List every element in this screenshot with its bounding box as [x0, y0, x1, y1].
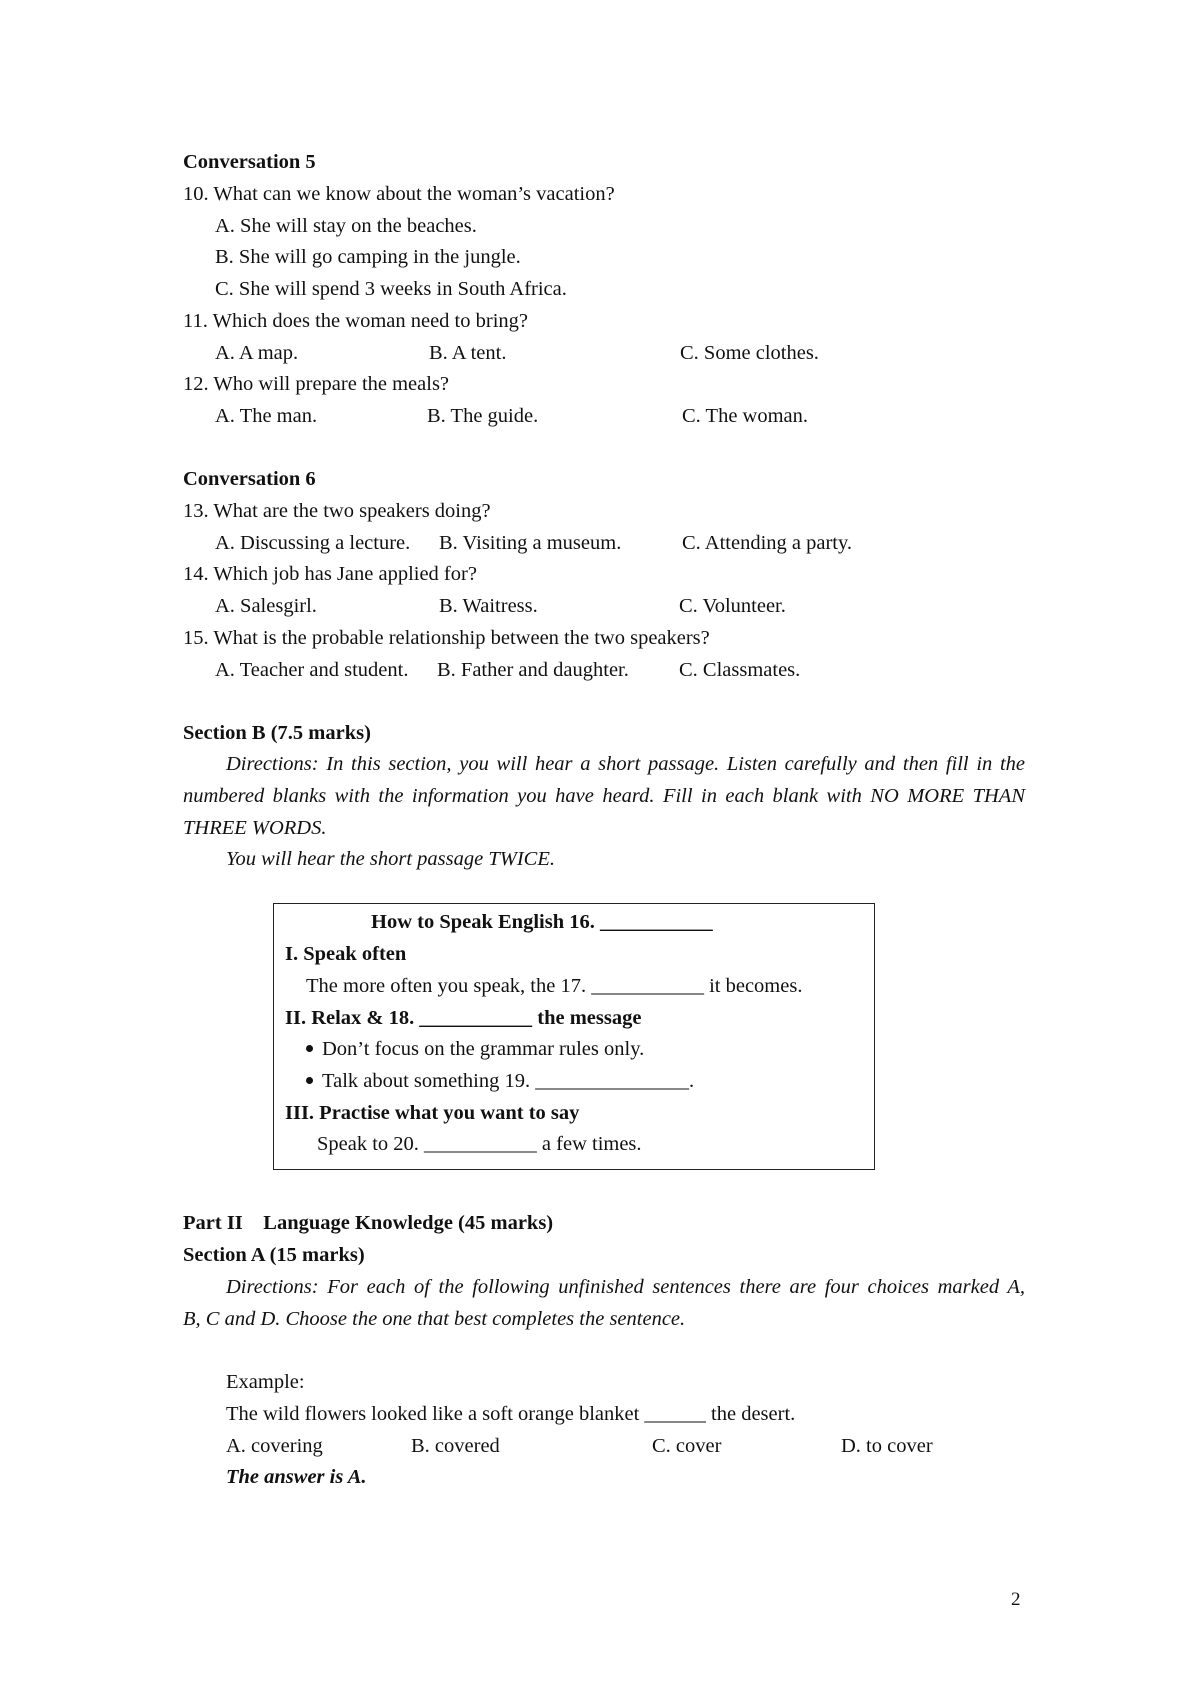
section-b-heading: Section B (7.5 marks)	[183, 722, 371, 744]
question-10-option-a: A. She will stay on the beaches.	[215, 215, 477, 237]
example-option-a: A. covering	[226, 1435, 323, 1457]
note-box-line-20: Speak to 20. ___________ a few times.	[317, 1133, 642, 1155]
question-10-option-c: C. She will spend 3 weeks in South Africa.	[215, 278, 567, 300]
note-box-heading-1: I. Speak often	[285, 943, 407, 965]
conversation-6-heading: Conversation 6	[183, 468, 316, 490]
section-a-directions-line-1: Directions: For each of the following unfinished sentences there are four choices marked A,	[226, 1276, 1025, 1298]
question-14-option-b: B. Waitress.	[439, 595, 538, 617]
question-15-option-c: C. Classmates.	[679, 659, 801, 681]
conversation-5-heading: Conversation 5	[183, 151, 316, 173]
question-11-stem: 11. Which does the woman need to bring?	[183, 310, 528, 332]
section-b-directions-line-4: You will hear the short passage TWICE.	[226, 848, 555, 870]
question-12-option-a: A. The man.	[215, 405, 318, 427]
section-a-directions-line-2: B, C and D. Choose the one that best completes the sentence.	[183, 1308, 686, 1330]
example-option-c: C. cover	[652, 1435, 722, 1457]
question-11-option-c: C. Some clothes.	[680, 342, 819, 364]
page-number: 2	[1011, 1589, 1021, 1610]
bullet-icon	[306, 1045, 313, 1052]
example-option-b: B. covered	[411, 1435, 500, 1457]
part-2-heading: Part II Language Knowledge (45 marks)	[183, 1212, 554, 1234]
question-14-stem: 14. Which job has Jane applied for?	[183, 563, 477, 585]
example-sentence: The wild flowers looked like a soft orange blanket ______ the desert.	[226, 1403, 796, 1425]
note-box-heading-2: II. Relax & 18. ___________ the message	[285, 1007, 642, 1029]
question-15-stem: 15. What is the probable relationship between the two speakers?	[183, 627, 710, 649]
question-10-stem: 10. What can we know about the woman’s vacation?	[183, 183, 615, 205]
section-b-directions-line-2: numbered blanks with the information you have heard. Fill in each blank with NO MORE THAN	[183, 785, 1025, 807]
question-15-option-b: B. Father and daughter.	[437, 659, 629, 681]
bullet-icon	[306, 1077, 313, 1084]
question-10-option-b: B. She will go camping in the jungle.	[215, 246, 521, 268]
question-13-option-b: B. Visiting a museum.	[439, 532, 622, 554]
question-12-stem: 12. Who will prepare the meals?	[183, 373, 450, 395]
note-box-bullet-1: Don’t focus on the grammar rules only.	[306, 1035, 644, 1063]
section-b-directions-line-3: THREE WORDS.	[183, 817, 327, 839]
note-box-heading-3: III. Practise what you want to say	[285, 1102, 580, 1124]
question-14-option-c: C. Volunteer.	[679, 595, 786, 617]
example-option-d: D. to cover	[841, 1435, 933, 1457]
question-15-option-a: A. Teacher and student.	[215, 659, 409, 681]
note-box-line-17: The more often you speak, the 17. ___________ it becomes.	[306, 975, 803, 997]
question-14-option-a: A. Salesgirl.	[215, 595, 317, 617]
example-answer: The answer is A.	[226, 1466, 367, 1488]
question-11-option-b: B. A tent.	[429, 342, 507, 364]
question-13-stem: 13. What are the two speakers doing?	[183, 500, 491, 522]
question-13-option-c: C. Attending a party.	[682, 532, 853, 554]
note-box-title: How to Speak English 16. ___________	[371, 911, 713, 933]
note-box-bullet-2: Talk about something 19. _______________.	[306, 1067, 694, 1095]
question-12-option-b: B. The guide.	[427, 405, 539, 427]
question-12-option-c: C. The woman.	[682, 405, 809, 427]
example-label: Example:	[226, 1371, 305, 1393]
question-13-option-a: A. Discussing a lecture.	[215, 532, 411, 554]
question-11-option-a: A. A map.	[215, 342, 299, 364]
section-a-heading: Section A (15 marks)	[183, 1244, 365, 1266]
section-b-directions-line-1: Directions: In this section, you will hear a short passage. Listen carefully and then fill in the	[226, 753, 1025, 775]
